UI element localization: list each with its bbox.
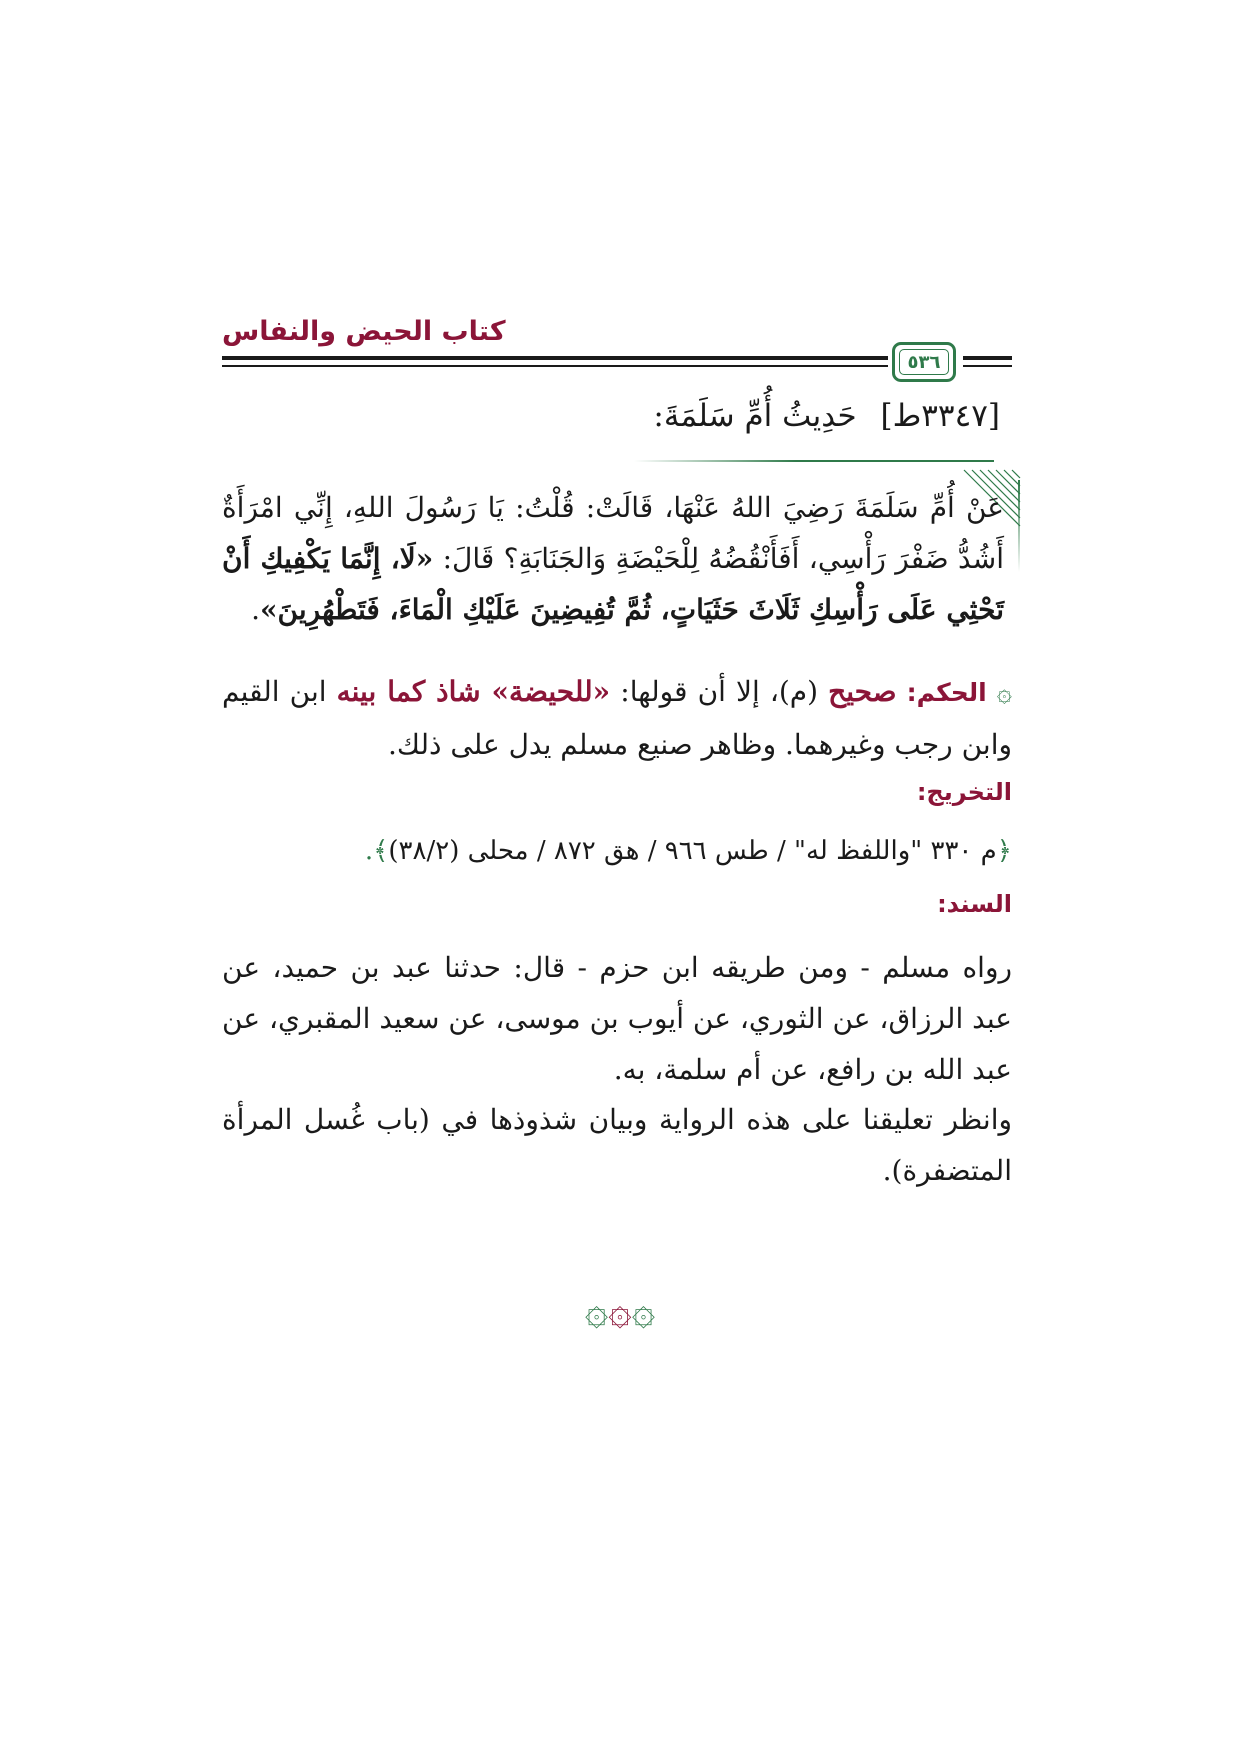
hadith-text-end: . xyxy=(251,593,261,626)
header-rule-thick xyxy=(222,356,888,360)
ornament-icon: ۞ xyxy=(584,1288,609,1334)
ornament-icon: ۞ xyxy=(608,1288,632,1334)
ruling-highlight: «للحيضة» شاذ كما بينه xyxy=(336,675,611,708)
hadith-side-line xyxy=(1018,480,1020,572)
hadith-title: حَدِيثُ أُمِّ سَلَمَةَ: xyxy=(653,398,857,434)
takhrij-open-bracket: ﴿ xyxy=(996,836,1012,866)
ornament-icon: ۞ xyxy=(631,1288,656,1334)
ruling-text-b: ابن القيم وابن رجب وغيرهما. وظاهر صنيع مسلم يدل على ذلك. xyxy=(222,675,1012,761)
sanad-text: رواه مسلم - ومن طريقه ابن حزم - قال: حدثنا عبد بن حميد، عن عبد الرزاق، عن الثوري، عن أيوب بن موسى، عن سعيد المقبري، عن عبد الله بن رافع، عن أم سلمة، به. xyxy=(222,951,1012,1086)
takhrij-text: م ٣٣٠ "واللفظ له" / طس ٩٦٦ / هق ٨٧٢ / محلى (٣٨/٢) xyxy=(388,836,997,866)
heading-underline xyxy=(634,460,994,462)
section-end-ornaments xyxy=(0,1288,1240,1334)
takhrij-close-bracket: ﴾. xyxy=(364,836,389,866)
header-rule-thin xyxy=(222,365,888,367)
takhrij-label: التخريج: xyxy=(916,778,1012,806)
hadith-text-intro: عَنْ أُمِّ سَلَمَةَ رَضِيَ اللهُ عَنْهَا، قَالَتْ: قُلْتُ: يَا رَسُولَ اللهِ، إِنِّي امْرَأَةٌ أَشُدُّ ضَفْرَ رَأْسِي، أَفَأَنْقُضُهُ لِلْحَيْضَةِ وَالجَنَابَةِ؟ قَالَ: xyxy=(222,491,1004,575)
hadith-number: [٣٣٤٧ط] xyxy=(880,398,1000,434)
book-title: كتاب الحيض والنفاس xyxy=(222,316,506,347)
flower-ornament-icon: ۞ xyxy=(996,678,1013,708)
header-rule-right-thin xyxy=(963,365,1012,367)
note-text: وانظر تعليقنا على هذه الرواية وبيان شذوذها في (باب غُسل المرأة المتضفرة). xyxy=(222,1103,1012,1187)
page-number-badge xyxy=(892,342,956,382)
header-rule-right-thick xyxy=(963,356,1012,360)
hadith-heading xyxy=(653,398,1000,434)
page-number: ٥٣٦ xyxy=(907,351,941,373)
ruling-grade: صحيح xyxy=(828,675,897,708)
sanad-paragraph xyxy=(222,942,1012,1095)
ruling-label: الحكم: xyxy=(906,678,987,707)
hadith-text xyxy=(222,482,1004,635)
prophet-words: «لَا، إِنَّمَا يَكْفِيكِ أَنْ تَحْثِي عَلَى رَأْسِكِ ثَلَاثَ حَثَيَاتٍ، ثُمَّ تُفِيضِينَ عَلَيْكِ الْمَاءَ، فَتَطْهُرِينَ» xyxy=(222,542,1004,626)
note-paragraph xyxy=(222,1094,1012,1196)
ruling-paragraph xyxy=(222,666,1012,770)
takhrij-paragraph xyxy=(222,826,1012,877)
sanad-label: السند: xyxy=(937,890,1012,918)
ruling-text-a: (م)، إلا أن قولها: xyxy=(620,675,819,708)
